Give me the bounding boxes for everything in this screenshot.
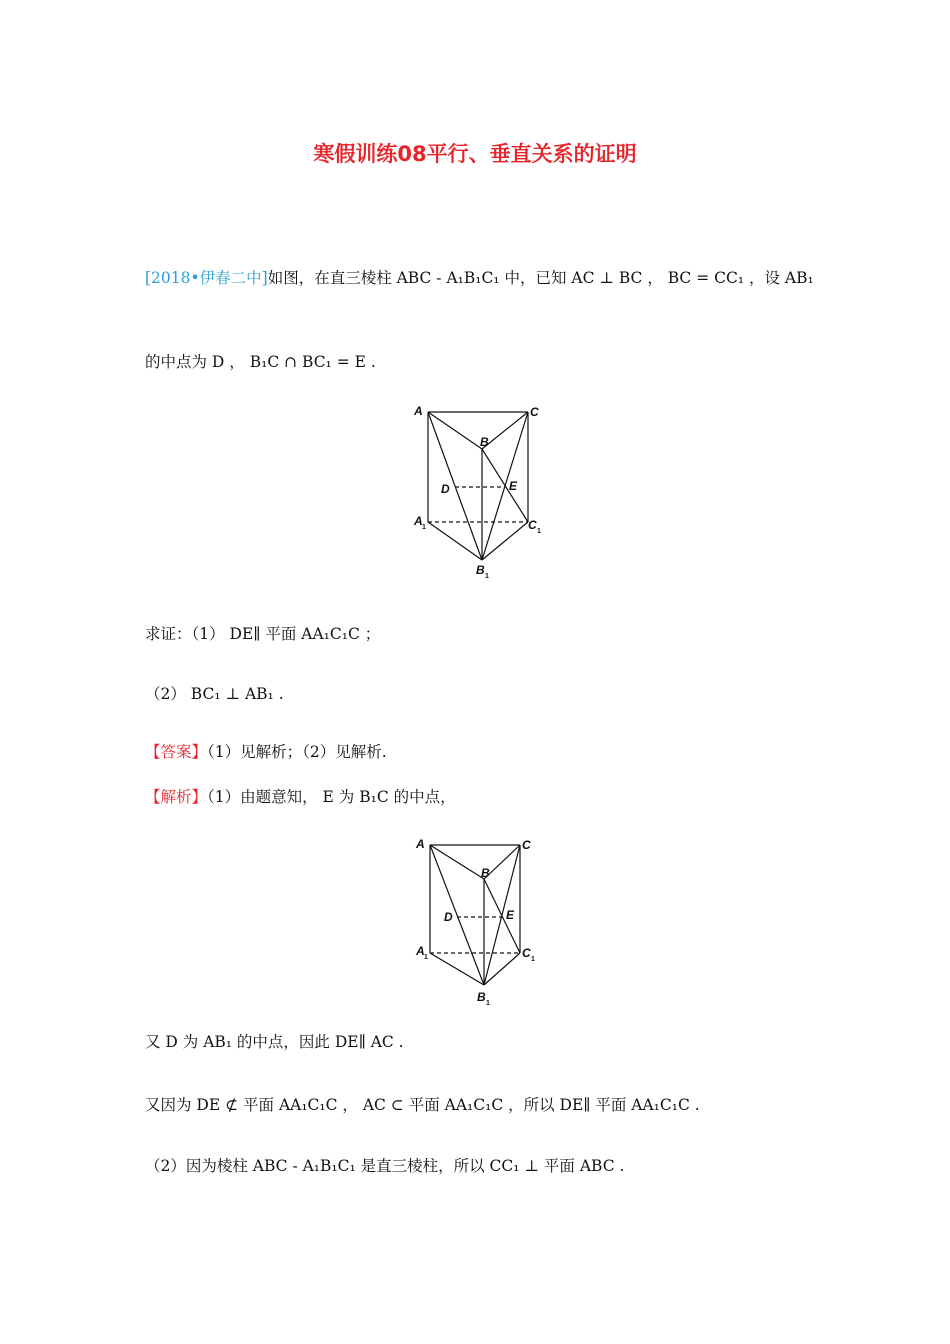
label-C: C (530, 405, 539, 419)
answer-label: 【答案】 (145, 743, 208, 761)
label-B: B (480, 435, 489, 449)
label-B: B (481, 866, 490, 880)
prism-figure-2 (412, 835, 552, 1015)
problem-text-1: 如图，在直三棱柱 ABC - A₁B₁C₁ 中，已知 AC ⊥ BC ， BC = CC₁ ，设 AB₁ (267, 269, 814, 287)
analysis-line-1 (145, 785, 456, 807)
prove-q1: 求证：（1） DE∥ 平面 AA₁C₁C ； (145, 625, 381, 643)
problem-line-1 (145, 266, 814, 288)
label-C1: C (528, 518, 537, 532)
label-A: A (414, 404, 423, 418)
analysis-line-4: （2）因为棱柱 ABC - A₁B₁C₁ 是直三棱柱，所以 CC₁ ⊥ 平面 ABC . (145, 1157, 625, 1175)
label-D: D (444, 910, 453, 924)
label-A: A (416, 837, 425, 851)
problem-line-2: 的中点为 D ， B₁C ∩ BC₁ = E . (145, 353, 376, 371)
label-A1: A (414, 514, 423, 528)
label-B1: B (477, 990, 486, 1004)
label-D: D (441, 482, 450, 496)
label-B1-sub: 1 (486, 1000, 490, 1007)
page-title: 寒假训练08平行、垂直关系的证明 (313, 142, 637, 166)
label-B1-sub: 1 (485, 573, 489, 580)
prism-figure-1 (410, 402, 550, 582)
problem-source: [2018•伊春二中] (145, 269, 268, 287)
label-E: E (509, 479, 518, 493)
label-C1: C (522, 946, 531, 960)
label-C: C (522, 838, 531, 852)
prove-q2: （2） BC₁ ⊥ AB₁ . (145, 685, 284, 703)
analysis-label: 【解析】 (145, 788, 208, 806)
label-C1-sub: 1 (531, 956, 535, 963)
label-C1-sub: 1 (537, 528, 541, 535)
analysis-line-3: 又因为 DE ⊄ 平面 AA₁C₁C ， AC ⊂ 平面 AA₁C₁C ，所以 DE∥ 平面 AA₁C₁C . (145, 1096, 700, 1114)
label-A1-sub: 1 (422, 524, 426, 531)
answer-line (145, 740, 387, 762)
label-A1: A (416, 944, 425, 958)
label-A1-sub: 1 (424, 954, 428, 961)
label-B1: B (476, 563, 485, 577)
label-E: E (506, 908, 515, 922)
analysis-text-1: （1）由题意知， E 为 B₁C 的中点， (207, 788, 456, 806)
analysis-line-2: 又 D 为 AB₁ 的中点，因此 DE∥ AC . (145, 1033, 404, 1051)
answer-text: （1）见解析；（2）见解析. (207, 743, 387, 761)
